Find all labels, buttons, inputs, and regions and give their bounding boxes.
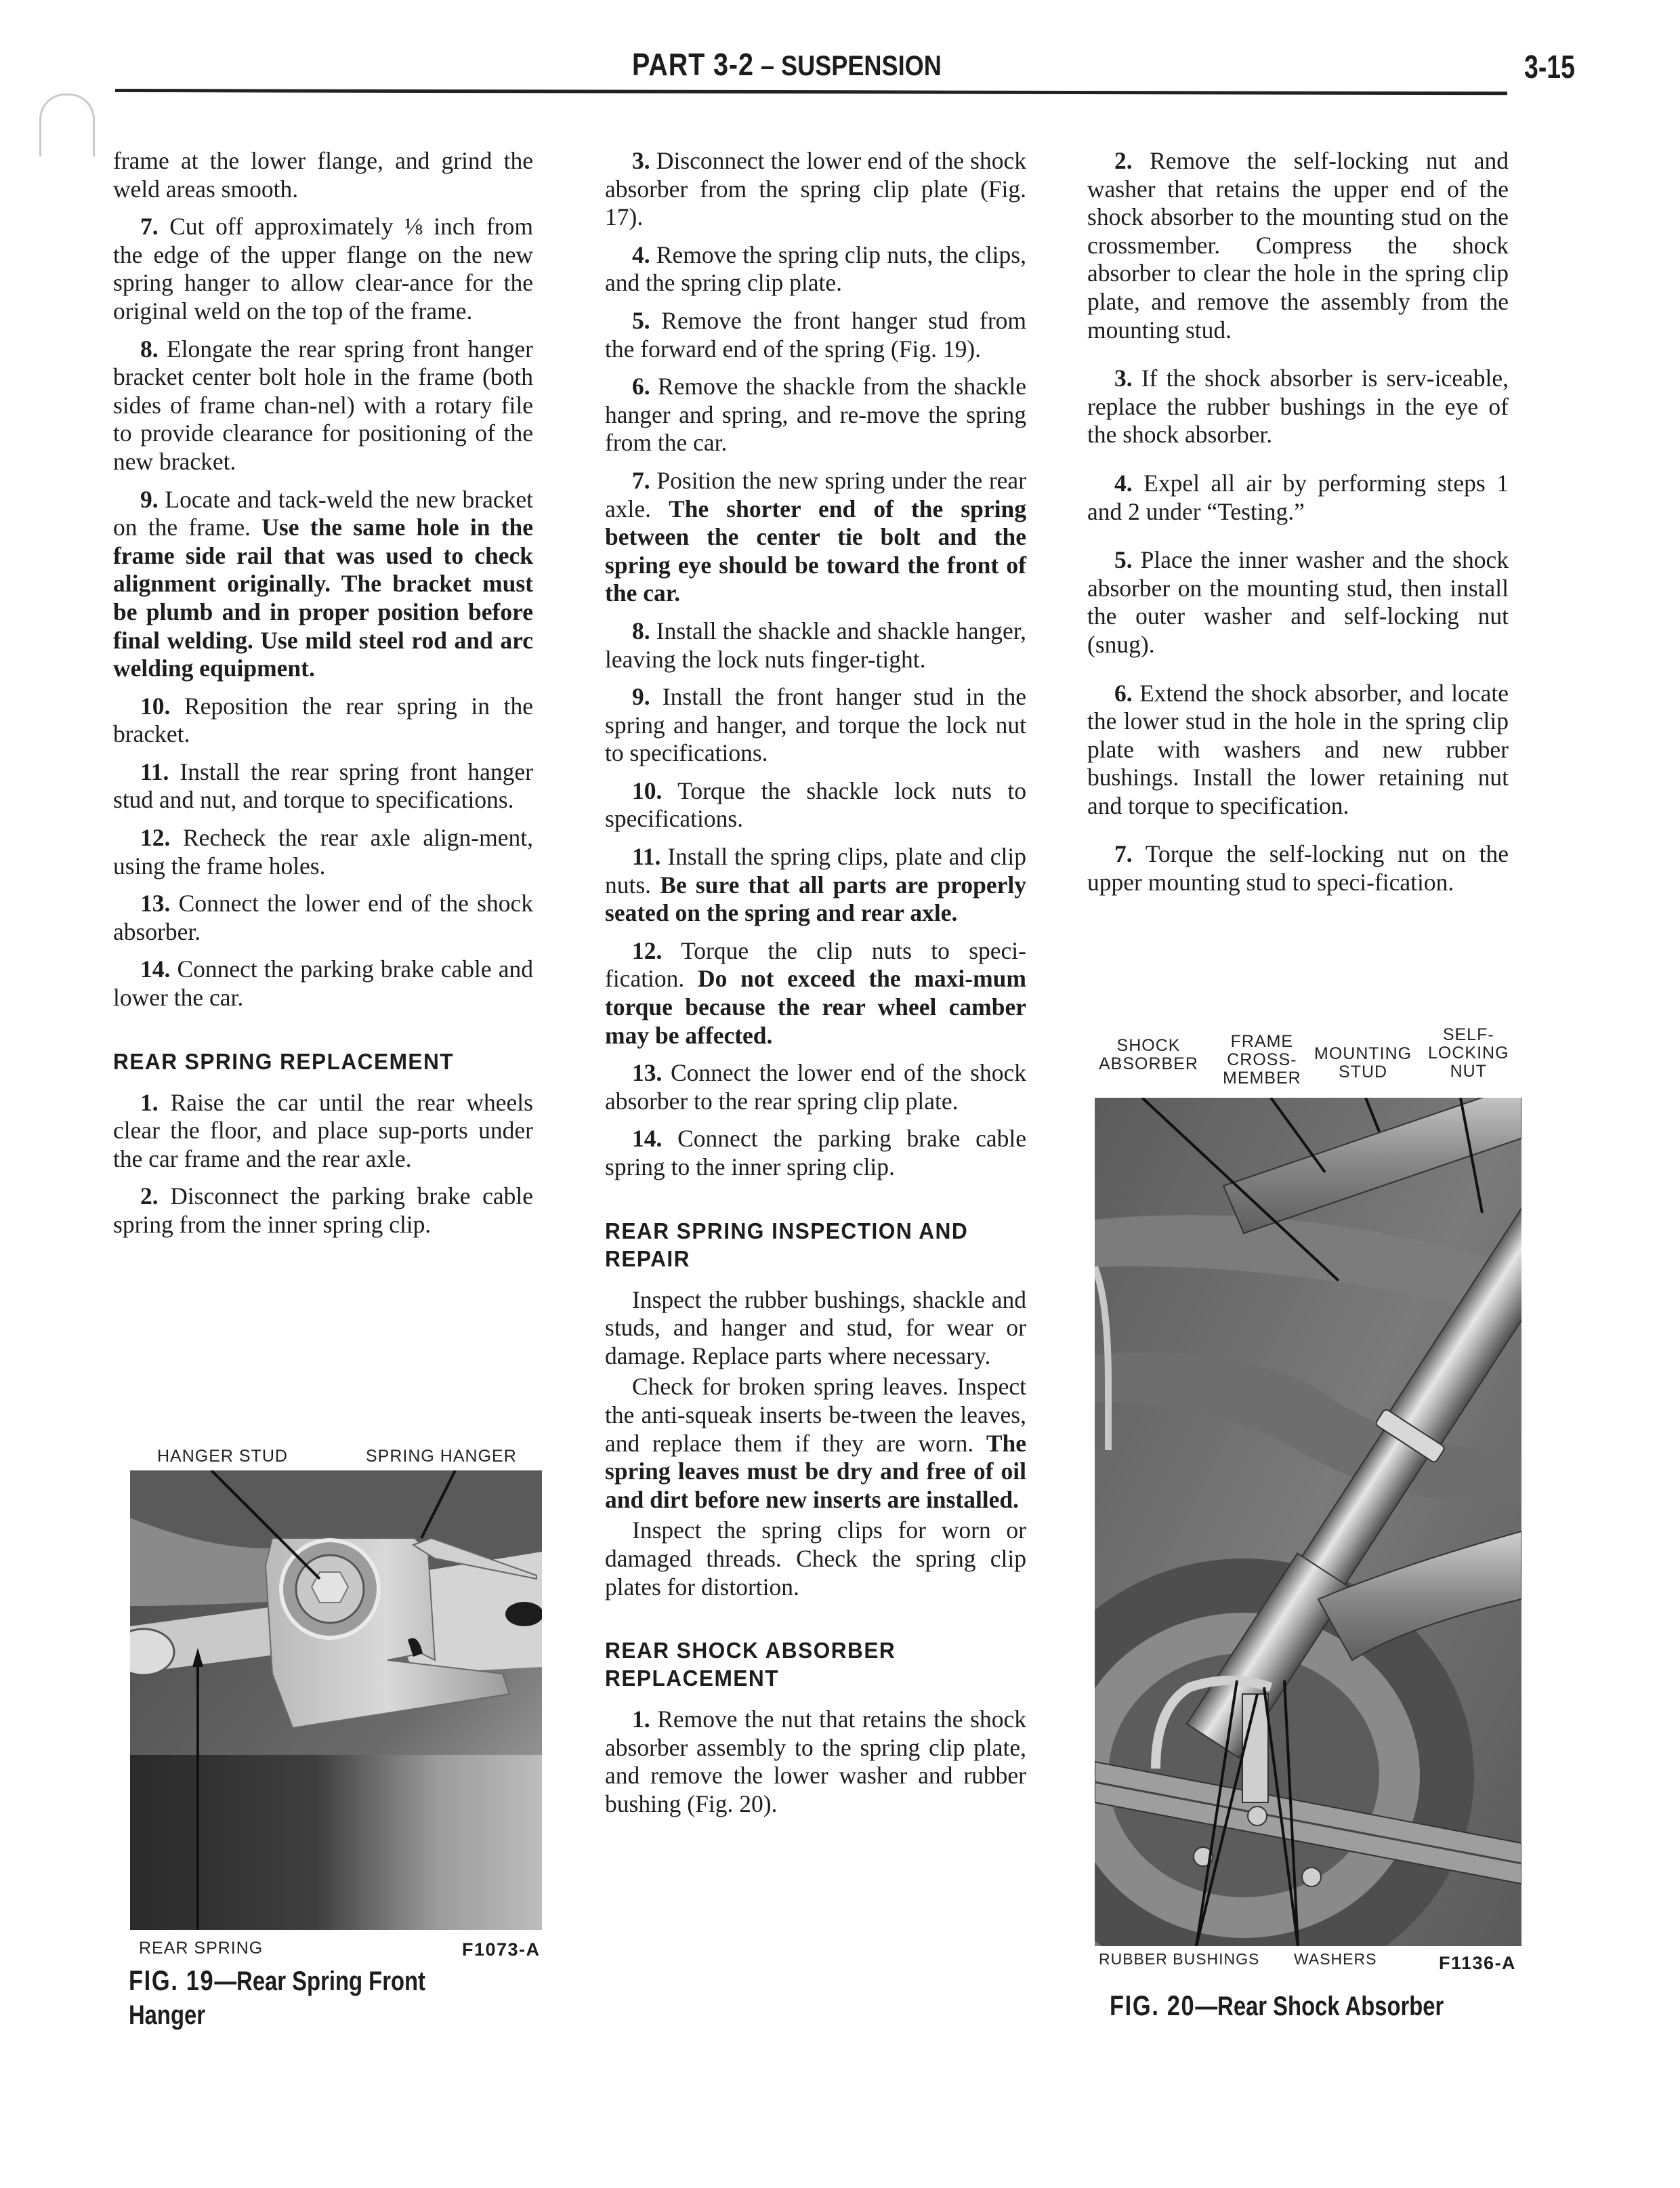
step-10: 10. Reposition the rear spring in the bracket. xyxy=(113,692,533,748)
inspection-paragraph: Check for broken spring leaves. Inspect the anti-squeak inserts be-tween the leaves, and replace them if they are worn. The spring leaves must be dry and free of oil and dirt before new inserts are installed. xyxy=(605,1373,1026,1513)
step-11: 11. Install the rear spring front hanger stud and nut, and torque to specifications. xyxy=(113,758,533,814)
step-7: 7. Cut off approximately ⅛ inch from the edge of the upper flange on the new spring hanger to allow clear-ance for the original weld on the top of the frame. xyxy=(113,213,533,325)
step-5: 5. Remove the front hanger stud from the forward end of the spring (Fig. 19). xyxy=(605,306,1026,363)
spring-hanger-illustration xyxy=(130,1470,542,1930)
figure-19-caption: FIG. 19—Rear Spring Front Hanger xyxy=(129,1964,425,2030)
column-2 xyxy=(605,147,1026,1828)
callout-shock-absorber: SHOCK ABSORBER xyxy=(1099,1036,1198,1073)
step-12: 12. Torque the clip nuts to speci-fication. Do not exceed the maxi-mum torque because the rear wheel camber may be affected. xyxy=(605,936,1026,1049)
step-3: 3. If the shock absorber is serv-iceable, replace the rubber bushings in the eye of the shock absorber. xyxy=(1087,365,1509,449)
step-4: 4. Remove the spring clip nuts, the clips, and the spring clip plate. xyxy=(605,241,1026,297)
step-3: 3. Disconnect the lower end of the shock absorber from the spring clip plate (Fig. 17). xyxy=(605,147,1026,231)
step-1: 1. Raise the car until the rear wheels clear the floor, and place sup-ports under the car frame and the rear axle. xyxy=(113,1088,533,1172)
page-edge-mark xyxy=(39,94,95,157)
column-1 xyxy=(113,147,533,1249)
step-10: 10. Torque the shackle lock nuts to specifications. xyxy=(605,777,1026,833)
callout-self-locking-nut: SELF- LOCKING NUT xyxy=(1428,1025,1509,1081)
step-4: 4. Expel all air by performing steps 1 and 2 under “Testing.” xyxy=(1087,469,1509,525)
column-3 xyxy=(1087,147,1509,907)
step-14: 14. Connect the parking brake cable spring to the inner spring clip. xyxy=(605,1125,1026,1180)
callout-frame-crossmember: FRAME CROSS- MEMBER xyxy=(1223,1032,1301,1088)
callout-spring-hanger: SPRING HANGER xyxy=(366,1447,517,1466)
caption-text-line2: Hanger xyxy=(129,2000,206,2030)
warning-text: Do not exceed the maxi-mum torque because the rear wheel camber may be affected. xyxy=(605,965,1026,1049)
callout-washers: WASHERS xyxy=(1294,1950,1377,1968)
step-7: 7. Torque the self-locking nut on the upper mounting stud to speci-fication. xyxy=(1087,840,1509,896)
figure-code: F1136-A xyxy=(1439,1953,1517,1973)
step-6: 6. Extend the shock absorber, and locate the lower stud in the hole in the spring clip plate with washers and new rubber bushings. Install the lower retaining nut and torque to specification. xyxy=(1087,679,1509,819)
figure-number: FIG. 20 xyxy=(1110,1989,1196,2021)
callout-mounting-stud: MOUNTING STUD xyxy=(1314,1044,1412,1081)
inspection-paragraph: Inspect the spring clips for worn or damaged threads. Check the spring clip plates for distortion. xyxy=(605,1516,1026,1601)
callout-hanger-stud: HANGER STUD xyxy=(157,1447,288,1466)
step-7: 7. Position the new spring under the rear axle. The shorter end of the spring between the center tie bolt and the spring eye should be toward the front of the car. xyxy=(605,466,1026,607)
callout-rear-spring: REAR SPRING xyxy=(139,1939,264,1958)
section-label: SUSPENSION xyxy=(780,49,942,81)
step-8: 8. Install the shackle and shackle hanger, leaving the lock nuts finger-tight. xyxy=(605,617,1026,673)
step-9: 9. Install the front hanger stud in the spring and hanger, and torque the lock nut to specifications. xyxy=(605,683,1026,767)
warning-text: Be sure that all parts are properly seated on the spring and rear axle. xyxy=(605,871,1026,927)
step-8: 8. Elongate the rear spring front hanger bracket center bolt hole in the frame (both sides of frame chan-nel) with a rotary file to provide clearance for positioning of the new bracket. xyxy=(113,335,533,475)
figure-20-photo xyxy=(1095,1098,1521,1946)
part-label: PART 3-2 xyxy=(632,47,754,82)
figure-number: FIG. 19 xyxy=(129,1964,215,1996)
warning-text: The spring leaves must be dry and free of oil and dirt before new inserts are installed. xyxy=(605,1429,1026,1513)
callout-rubber-bushings: RUBBER BUSHINGS xyxy=(1099,1950,1260,1968)
paragraph: frame at the lower flange, and grind the weld areas smooth. xyxy=(113,147,533,203)
running-title xyxy=(632,46,942,83)
caption-text: Rear Shock Absorber xyxy=(1217,1991,1444,2021)
step-1: 1. Remove the nut that retains the shock absorber assembly to the spring clip plate, and remove the lower washer and rubber bushing (Fig. 20). xyxy=(605,1706,1026,1817)
caption-text: Rear Spring Front xyxy=(236,1966,425,1996)
figure-19-photo xyxy=(130,1470,542,1930)
shock-absorber-illustration xyxy=(1095,1098,1521,1946)
section-heading-shock-replacement: REAR SHOCK ABSORBER REPLACEMENT xyxy=(605,1638,896,1691)
warning-text: Use the same hole in the frame side rail that was used to check alignment originally. The bracket must be plumb and in proper position before final welding. Use mild steel rod and arc welding equipment. xyxy=(113,514,534,682)
section-heading-rear-spring-replacement: REAR SPRING REPLACEMENT xyxy=(113,1048,455,1074)
step-2: 2. Disconnect the parking brake cable spring from the inner spring clip. xyxy=(113,1182,533,1238)
step-2: 2. Remove the self-locking nut and washer that retains the upper end of the shock absorber to the mounting stud on the crossmember. Compress the shock absorber to clear the hole in the spring clip plate, and remove the assembly from the mounting stud. xyxy=(1087,147,1509,344)
step-9: 9. Locate and tack-weld the new bracket on the frame. Use the same hole in the frame side rail that was used to check alignment originally. The bracket must be plumb and in proper position before final welding. Use mild steel rod and arc welding equipment. xyxy=(113,485,534,682)
step-13: 13. Connect the lower end of the shock absorber. xyxy=(113,890,533,945)
warning-text: The shorter end of the spring between the center tie bolt and the spring eye should be toward the front of the car. xyxy=(605,495,1026,607)
page-header xyxy=(115,42,1575,96)
title-separator: – xyxy=(753,49,781,81)
figure-20-caption: FIG. 20—Rear Shock Absorber xyxy=(1110,1989,1444,2021)
step-5: 5. Place the inner washer and the shock absorber on the mounting stud, then install the outer washer and self-locking nut (snug). xyxy=(1087,546,1509,658)
inspection-paragraph: Inspect the rubber bushings, shackle and studs, and hanger and stud, for wear or damage. Replace parts where necessary. xyxy=(605,1285,1026,1369)
step-13: 13. Connect the lower end of the shock absorber to the rear spring clip plate. xyxy=(605,1059,1026,1115)
section-heading-inspection: REAR SPRING INSPECTION AND REPAIR xyxy=(605,1218,969,1271)
step-14: 14. Connect the parking brake cable and lower the car. xyxy=(113,955,533,1012)
step-12: 12. Recheck the rear axle align-ment, using the frame holes. xyxy=(113,824,533,880)
step-6: 6. Remove the shackle from the shackle hanger and spring, and re-move the spring from the car. xyxy=(605,373,1026,457)
page-number: 3-15 xyxy=(1524,49,1575,85)
header-rule xyxy=(115,89,1507,95)
step-11: 11. Install the spring clips, plate and clip nuts. Be sure that all parts are properly seated on the spring and rear axle. xyxy=(605,843,1026,927)
figure-code: F1073-A xyxy=(462,1939,541,1960)
